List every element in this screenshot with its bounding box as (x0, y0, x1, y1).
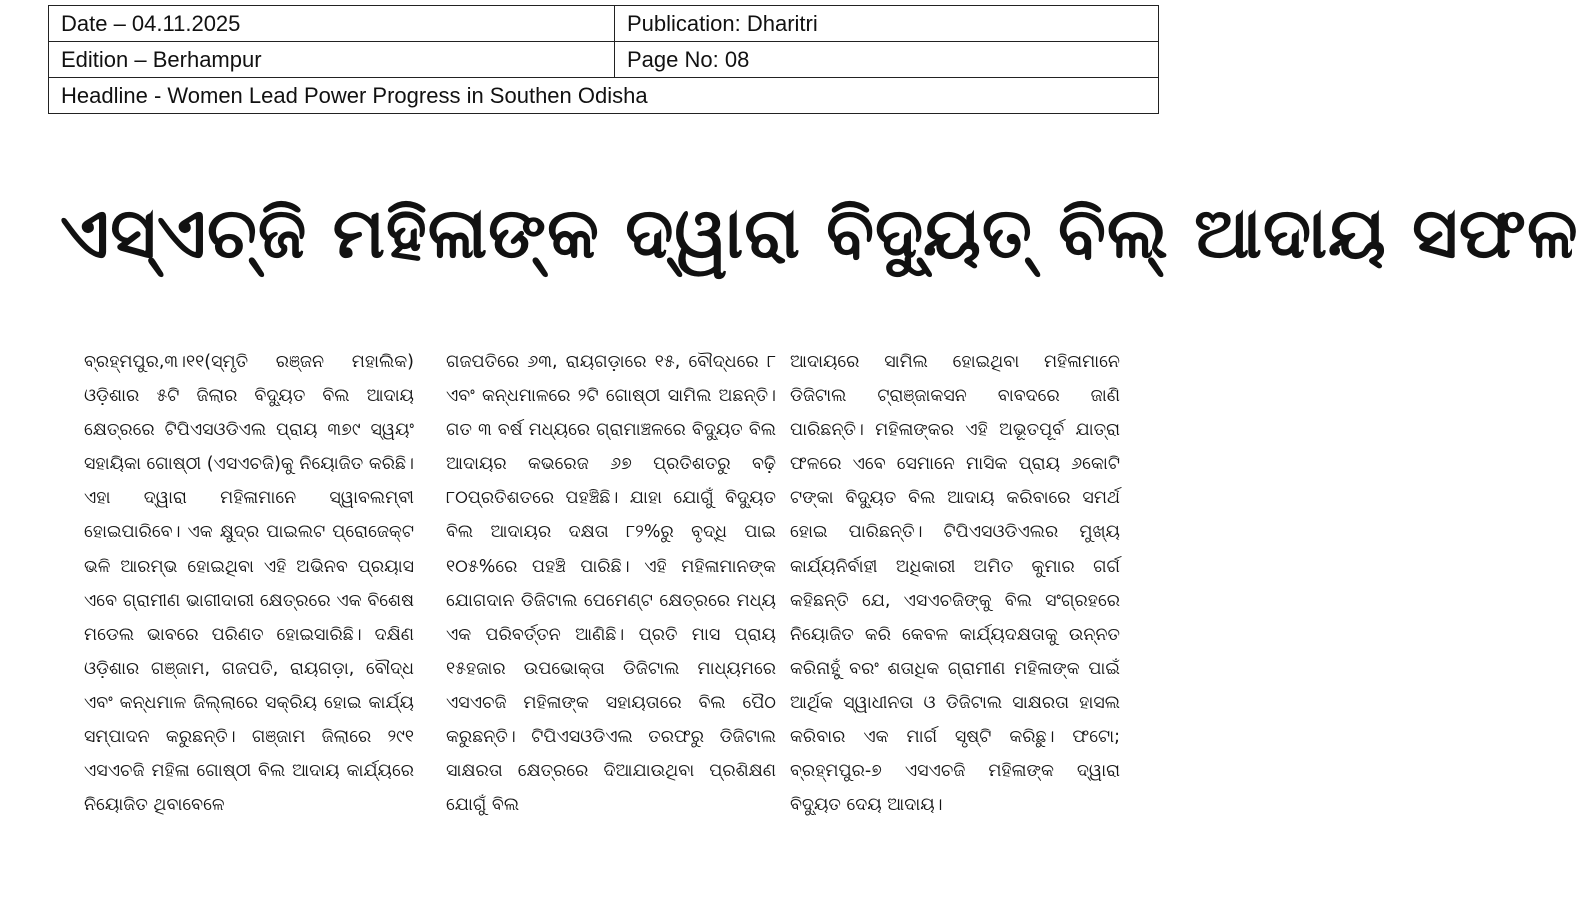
article-column-1: ବ୍ରହ୍ମପୁର,୩।୧୧(ସ୍ମୃତି ରଞ୍ଜନ ମହାଲିକ) ଓଡ଼ିଶାର ୫ଟି ଜିଲାର ବିଦ୍ୟୁତ ବିଲ ଆଦାୟ କ୍ଷେତ୍ରରେ ଟିପିଏସଓଡିଏଲ ପ୍ରାୟ ୩୭୯ ସ୍ୱୟଂ ସହାୟିକା ଗୋଷ୍ଠୀ (ଏସଏଚଜି)କୁ ନିୟୋଜିତ କରିଛି। ଏହା ଦ୍ୱାରା ମହିଳାମାନେ ସ୍ୱାବଲମ୍ବୀ ହୋଇପାରିବେ। ଏକ କ୍ଷୁଦ୍ର ପାଇଲଟ ପ୍ରୋଜେକ୍ଟ ଭଳି ଆରମ୍ଭ ହୋଇଥିବା ଏହି ଅଭିନବ ପ୍ରୟାସ ଏବେ ଗ୍ରାମୀଣ ଭାଗୀଦାରୀ କ୍ଷେତ୍ରରେ ଏକ ବିଶେଷ ମଡେଲ ଭାବରେ ପରିଣତ ହୋଇସାରିଛି। ଦକ୍ଷିଣ ଓଡ଼ିଶାର ଗଞ୍ଜାମ, ଗଜପତି, ରାୟଗଡ଼ା, ବୌଦ୍ଧ ଏବଂ କନ୍ଧମାଳ ଜିଲ୍ଲାରେ ସକ୍ରିୟ ହୋଇ କାର୍ଯ୍ୟ ସମ୍ପାଦନ କରୁଛନ୍ତି। ଗଞ୍ଜାମ ଜିଲାରେ ୨୯୧ ଏସଏଚଜି ମହିଳା ଗୋଷ୍ଠୀ ବିଲ ଆଦାୟ କାର୍ଯ୍ୟରେ ନିୟୋଜିତ ଥିବାବେଳେ (84, 352, 414, 816)
article-column-2: ଗଜପତିରେ ୬୩, ରାୟଗଡ଼ାରେ ୧୫, ବୌଦ୍ଧରେ ୮ ଏବଂ କନ୍ଧମାଳରେ ୨ଟି ଗୋଷ୍ଠୀ ସାମିଲ ଅଛନ୍ତି। ଗତ ୩ ବର୍ଷ ମଧ୍ୟରେ ଗ୍ରାମାଞ୍ଚଳରେ ବିଦ୍ୟୁତ ବିଲ ଆଦାୟର କଭରେଜ ୬୭ ପ୍ରତିଶତରୁ ବଢ଼ି ୮୦ପ୍ରତିଶତରେ ପହଞ୍ଚିଛି। ଯାହା ଯୋଗୁଁ ବିଦ୍ୟୁତ ବିଲ ଆଦାୟର ଦକ୍ଷତା ୮୨%ରୁ ବୃଦ୍ଧି ପାଇ ୧୦୫%ରେ ପହଞ୍ଚି ପାରିଛି। ଏହି ମହିଳାମାନଙ୍କ ଯୋଗଦାନ ଡିଜିଟାଲ ପେମେଣ୍ଟ କ୍ଷେତ୍ରରେ ମଧ୍ୟ ଏକ ପରିବର୍ତ୍ତନ ଆଣିଛି। ପ୍ରତି ମାସ ପ୍ରାୟ ୧୫ହଜାର ଉପଭୋକ୍ତା ଡିଜିଟାଲ ମାଧ୍ୟମରେ ଏସଏଚଜି ମହିଳାଙ୍କ ସହାୟତାରେ ବିଲ ପୈଠ କରୁଛନ୍ତି। ଟିପିଏସଓଡିଏଲ ତରଫରୁ ଡିଜିଟାଲ ସାକ୍ଷରତା କ୍ଷେତ୍ରରେ ଦିଆଯାଉଥିବା ପ୍ରଶିକ୍ଷଣ ଯୋଗୁଁ ବିଲ (446, 352, 776, 816)
edition-cell: Edition – Berhampur (49, 42, 615, 78)
meta-row-date (49, 6, 1159, 42)
headline-label-cell: Headline - Women Lead Power Progress in Southen Odisha (49, 78, 1159, 114)
article-headline: ଏସ୍‌ଏଚ୍‌ଜି ମହିଳାଙ୍କ ଦ୍ୱାରା ବିଦ୍ୟୁତ୍‌ ବିଲ୍‌ ଆଦାୟ ସଫଳ (60, 192, 1579, 274)
meta-row-edition (49, 42, 1159, 78)
publication-cell: Publication: Dharitri (615, 6, 1159, 42)
clipping-meta-table (48, 5, 1159, 114)
page-number-cell: Page No: 08 (615, 42, 1159, 78)
meta-row-headline (49, 78, 1159, 114)
date-cell: Date – 04.11.2025 (49, 6, 615, 42)
article-column-3: ଆଦାୟରେ ସାମିଲ ହୋଇଥିବା ମହିଳାମାନେ ଡିଜିଟାଲ ଟ୍ରାଞ୍ଜାକସନ ବାବଦରେ ଜାଣି ପାରିଛନ୍ତି। ମହିଳାଙ୍କର ଏହି ଅଭୂତପୂର୍ବ ଯାତ୍ରା ଫଳରେ ଏବେ ସେମାନେ ମାସିକ ପ୍ରାୟ ୬କୋଟି ଟଙ୍କା ବିଦ୍ୟୁତ ବିଲ ଆଦାୟ କରିବାରେ ସମର୍ଥ ହୋଇ ପାରିଛନ୍ତି। ଟିପିଏସଓଡିଏଲର ମୁଖ୍ୟ କାର୍ଯ୍ୟନିର୍ବାହୀ ଅଧିକାରୀ ଅମିତ କୁମାର ଗର୍ଗ କହିଛନ୍ତି ଯେ, ଏସଏଚଜିଙ୍କୁ ବିଲ ସଂଗ୍ରହରେ ନିୟୋଜିତ କରି କେବଳ କାର୍ଯ୍ୟଦକ୍ଷତାକୁ ଉନ୍ନତ କରିନାହୁଁ ବରଂ ଶତାଧିକ ଗ୍ରାମୀଣ ମହିଳାଙ୍କ ପାଇଁ ଆର୍ଥିକ ସ୍ୱାଧୀନତା ଓ ଡିଜିଟାଲ ସାକ୍ଷରତା ହାସଲ କରିବାର ଏକ ମାର୍ଗ ସୃଷ୍ଟି କରିଛୁ। ଫଟୋ; ବ୍ରହ୍ମପୁର-୭ ଏସଏଚଜି ମହିଳାଙ୍କ ଦ୍ୱାରା ବିଦ୍ୟୁତ ଦେୟ ଆଦାୟ। (790, 352, 1120, 816)
